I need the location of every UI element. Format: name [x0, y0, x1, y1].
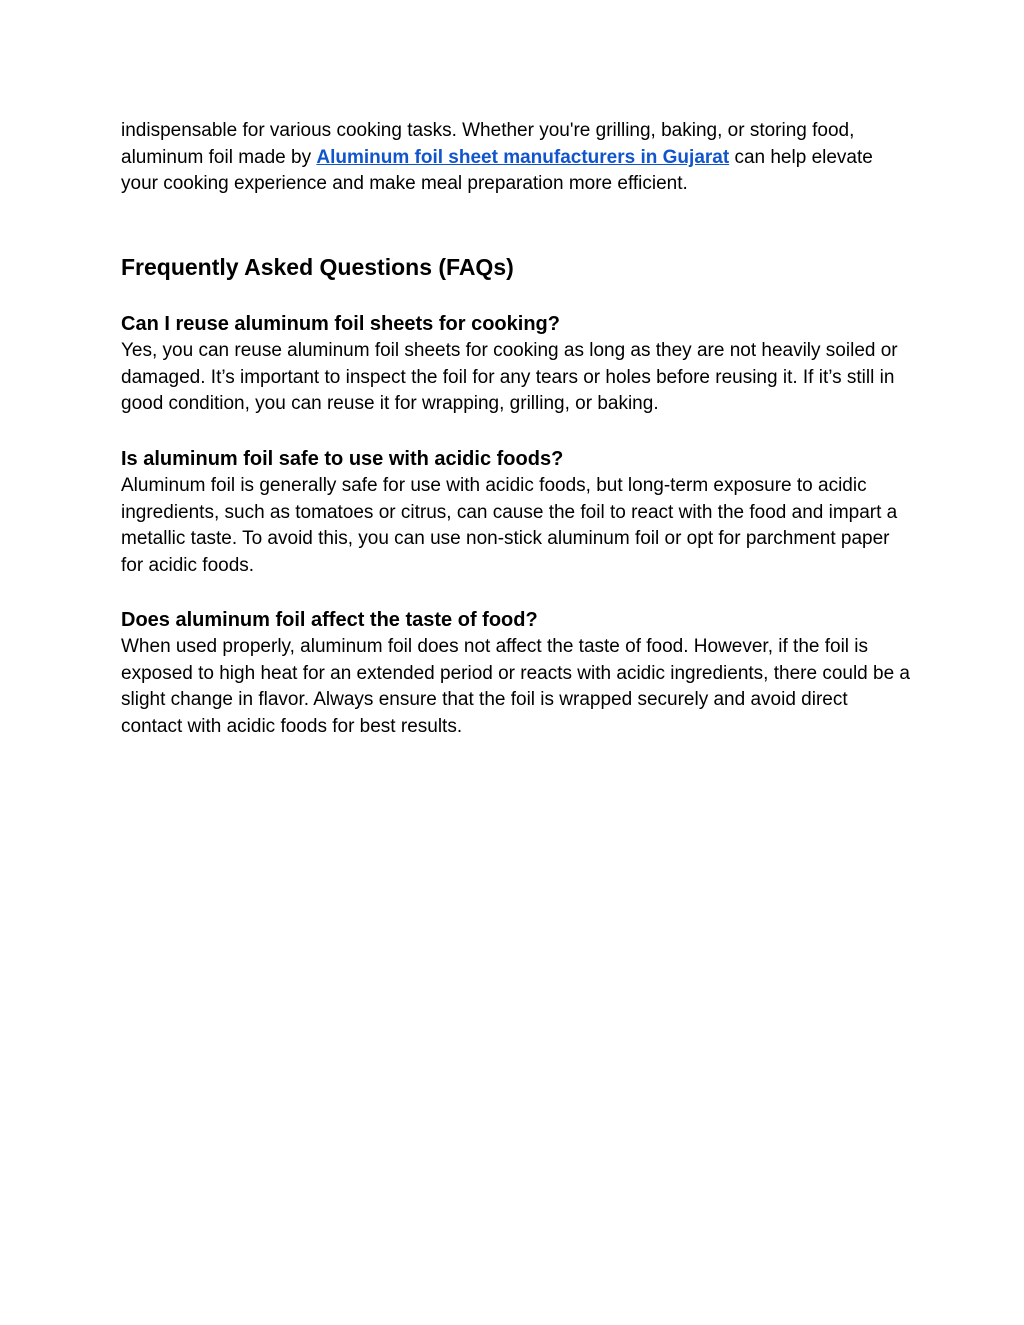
faq-item	[121, 310, 911, 418]
faq-question: Can I reuse aluminum foil sheets for cooking?	[121, 313, 560, 335]
faq-question: Does aluminum foil affect the taste of food?	[121, 609, 538, 631]
faq-answer: Aluminum foil is generally safe for use with acidic foods, but long-term exposure to acidic ingredients, such as tomatoes or citrus, can cause the foil to react with the food and impart a metallic taste. To avoid this, you can use non-stick aluminum foil or opt for parchment paper for acidic foods.	[121, 475, 898, 577]
faq-heading: Frequently Asked Questions (FAQs)	[121, 254, 514, 280]
faq-item	[121, 445, 911, 580]
intro-text-after-link: can help elevate your cooking experience and make meal preparation more efficient.	[121, 146, 873, 195]
manufacturers-link[interactable]: Aluminum foil sheet manufacturers in Gujarat	[316, 146, 730, 168]
faq-question: Is aluminum foil safe to use with acidic foods?	[121, 448, 564, 470]
intro-text-before-link: indispensable for various cooking tasks. Whether you're grilling, baking, or storing food, aluminum foil made by	[121, 120, 855, 168]
faq-answer: Yes, you can reuse aluminum foil sheets for cooking as long as they are not heavily soiled or damaged. It’s important to inspect the foil for any tears or holes before reusing it. If it’s still in good condition, you can reuse it for wrapping, grilling, or baking.	[121, 340, 898, 415]
intro-paragraph	[121, 118, 911, 198]
faq-item	[121, 606, 911, 741]
faq-answer: When used properly, aluminum foil does not affect the taste of food. However, if the foil is exposed to high heat for an extended period or reacts with acidic ingredients, there could be a slight change in flavor. Always ensure that the foil is wrapped securely and avoid direct contact with acidic foods for best results.	[121, 636, 911, 738]
